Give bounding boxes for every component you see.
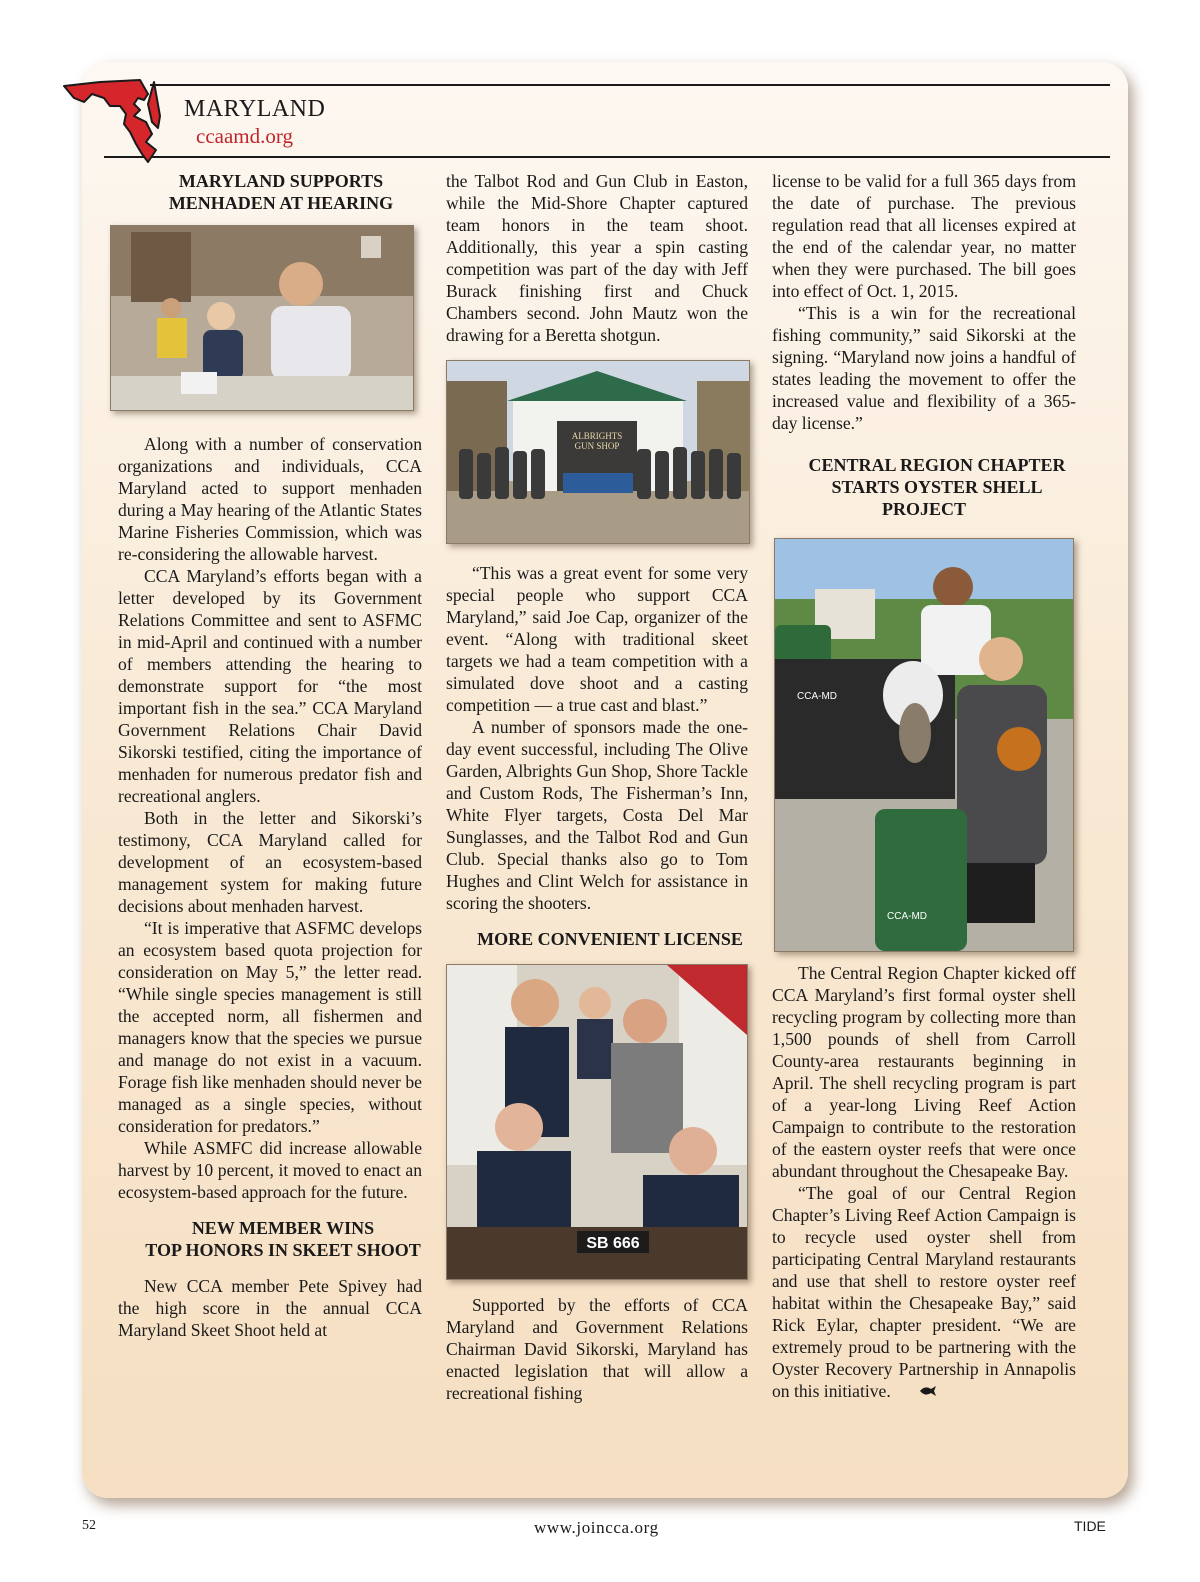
gun-shop-sign-line2: GUN SHOP (574, 441, 620, 451)
menhaden-paragraph-5: While ASMFC did increase allowable harvest by 10 percent, it moved to enact an ecosystem-based approach for the future. (118, 1138, 422, 1202)
bin-label-bottom: CCA-MD (887, 911, 927, 922)
column-3 (772, 170, 1076, 1402)
article-oyster-title: CENTRAL REGION CHAPTER STARTS OYSTER SHELL PROJECT (808, 455, 1066, 519)
oyster-shell-photo (774, 538, 1074, 952)
oyster-paragraph-1: The Central Region Chapter kicked off CCA Maryland’s first formal oyster shell recycling program by collecting more than 1,500 pounds of shell from Carroll County-area restaurants beginning in April. The shell recycling program is part of a year-long Living Reef Action Campaign to contribute to the restoration of the eastern oyster reefs that were once abundant throughout the Chesapeake Bay. (772, 963, 1076, 1181)
license-paragraph-start: Supported by the efforts of CCA Maryland and Government Relations Chairman David Sikorski, Maryland has enacted legislation that will allow a recreational fishing (446, 1295, 748, 1403)
fish-end-mark-icon (893, 1380, 937, 1402)
skeet-paragraph-start: New CCA member Pete Spivey had the high score in the annual CCA Maryland Skeet Shoot held at (118, 1276, 422, 1340)
header-bottom-rule (104, 156, 1110, 158)
chapter-website: ccaamd.org (196, 124, 293, 148)
menhaden-paragraph-1: Along with a number of conservation organizations and individuals, CCA Maryland acted to support menhaden during a May hearing of the Atlantic States Marine Fisheries Commission, which was re-considering the allowable harvest. (118, 434, 422, 564)
hearing-photo (110, 225, 414, 411)
bin-label-top: CCA-MD (797, 691, 837, 702)
skeet-paragraph-continued: the Talbot Rod and Gun Club in Easton, while the Mid-Shore Chapter captured team honors in the team shoot. Additionally, this year a spin casting competition was part of the day with Jeff Burack finishing first and Chuck Chambers second. John Mautz won the drawing for a Beretta shotgun. (446, 171, 748, 345)
bill-signing-photo (446, 964, 748, 1280)
footer-page-number: 52 (82, 1518, 96, 1533)
skeet-paragraph-quote: “This was a great event for some very special people who support CCA Maryland,” said Joe Cap, organizer of the event. “Along with traditional skeet targets we had a team competition with a simulated dove shoot and a casting competition — a true cast and blast.” (446, 563, 748, 715)
maryland-state-map-icon (60, 76, 172, 164)
license-paragraph-quote: “This is a win for the recreational fishing community,” said Sikorski at the signing. “Maryland now joins a handful of states leading the movement to offer the increased value and flexibility of a 365-day license.” (772, 303, 1076, 433)
gun-shop-sign-line1: ALBRIGHTS (571, 431, 623, 441)
article-menhaden-title: MARYLAND SUPPORTS MENHADEN AT HEARING (168, 171, 394, 213)
oyster-paragraph-2: “The goal of our Central Region Chapter’s Living Reef Action Campaign is to recycle used oyster shell from participating Central Maryland restaurants and use that shell to restore oyster reef habitat within the Chesapeake Bay,” said Rick Eylar, chapter president. “We are extremely proud to be partnering with the Oyster Recovery Partnership in Annapolis on this initiative. (772, 1183, 1076, 1401)
footer-magazine-name: TIDE (1074, 1518, 1106, 1534)
sb-666-placard: SB 666 (586, 1235, 640, 1252)
state-name: MARYLAND (184, 96, 326, 122)
menhaden-paragraph-3: Both in the letter and Sikorski’s testimony, CCA Maryland called for development of an ecosystem-based management system for making future decisions about menhaden harvest. (118, 808, 422, 916)
article-skeet-title: NEW MEMBER WINS TOP HONORS IN SKEET SHOOT (145, 1218, 421, 1260)
article-license-title: MORE CONVENIENT LICENSE (477, 929, 743, 949)
header-top-rule (150, 84, 1110, 86)
license-paragraph-continued: license to be valid for a full 365 days from the date of purchase. The previous regulation read that all licenses expired at the end of the calendar year, no matter when they were purchased. The bill goes into effect of Oct. 1, 2015. (772, 171, 1076, 301)
skeet-paragraph-sponsors: A number of sponsors made the one-day event successful, including The Olive Garden, Albrights Gun Shop, Shore Tackle and Custom Rods, The Fisherman’s Inn, White Flyer targets, Costa Del Mar Sunglasses, and the Talbot Rod and Gun Club. Special thanks also go to Tom Hughes and Clint Welch for assistance in scoring the shooters. (446, 717, 748, 913)
menhaden-paragraph-2: CCA Maryland’s efforts began with a letter developed by its Government Relations Committee and sent to ASFMC in mid-April and continued with a number of members attending the hearing to demonstrate support for “the most important fish in the sea.” CCA Maryland Government Relations Chair David Sikorski testified, citing the importance of menhaden for numerous predator fish and recreational anglers. (118, 566, 422, 806)
footer-website: www.joincca.org (534, 1518, 659, 1537)
menhaden-paragraph-4: “It is imperative that ASFMC develops an ecosystem based quota projection for consideration on May 5,” the letter read. “While single species management is still the accepted norm, all fishermen and managers know that the species we pursue and manage do not exist in a vacuum. Forage fish like menhaden should never be managed as a single species, without consideration for predators.” (118, 918, 422, 1136)
skeet-shoot-group-photo (446, 360, 750, 544)
column-2 (446, 170, 748, 1404)
column-1 (118, 170, 422, 1341)
